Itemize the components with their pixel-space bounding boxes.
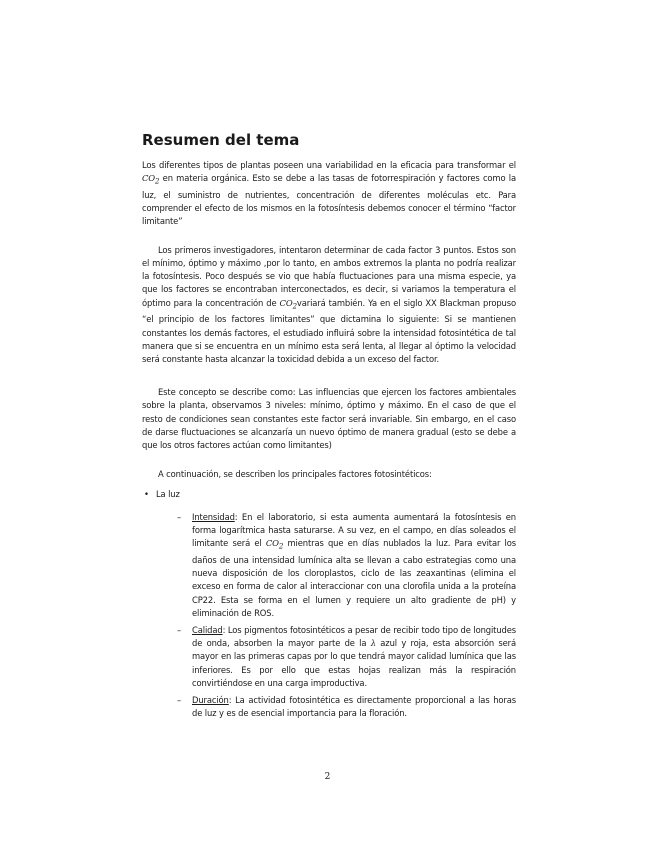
concept-paragraph: Este concepto se describe como: Las influencias que ejercen los factores ambientales sobre la planta, observamos 3 niveles: mínimo, óptimo y máximo. En el caso de que el resto de condiciones sean constantes este factor será invariable. Sin embargo, en el caso de darse fluctuaciones se alcanzaría un nuevo óptimo de manera gradual (esto se debe a que los otros factores actúan como limitantes) — [142, 387, 516, 450]
list-item-label: La luz — [156, 489, 180, 500]
sub-item-calidad: – Calidad: Los pigmentos fotosintéticos a pesar de recibir todo tipo de longitudes de onda, absorben la mayor parte de la λ azul y roja, esta absorción será mayor en las primeras capas por lo que tendrá mayor calidad lumínica que las inferiores. Es por ello que estas hojas realizan más la respiración convirtiéndose en una carga improductiva. — [177, 624, 516, 688]
factors-intro-paragraph: A continuación, se describen los principales factores fotosintéticos: — [158, 469, 432, 480]
dash-icon: – — [177, 624, 182, 635]
history-text-a: Los primeros investigadores, intentaron determinar de cada factor 3 puntos. Estos son el mínimo, óptimo y máximo ,por lo tanto, en ambos extremos la planta no podría realizar la fotosíntesis. Poco después se vio que había fluctuaciones para una misma especie, ya que los factores se encontraban interconectados, es decir, si variamos la temperatura el óptimo para la concentración de — [142, 244, 516, 308]
bullet-icon: • — [144, 489, 149, 500]
section-title: Resumen del tema — [142, 131, 300, 149]
intro-paragraph — [142, 159, 516, 229]
history-text-b: variará también. Ya en el siglo XX Blackman propuso “el principio de los factores limitantes” que dictamina lo siguiente: Si se mantienen constantes los demás factores, el estudiado influirá sobre la intensidad fotosintética de tal manera que si se encuentra en un mínimo esta será lenta, al llegar al óptimo la velocidad será constante hasta alcanzar la toxicidad debida a un exceso del factor. — [142, 297, 516, 364]
light-subfactors-list — [156, 511, 516, 721]
intro-text-a: Los diferentes tipos de plantas poseen una variabilidad en la eficacia para transformar el — [142, 160, 516, 170]
dash-icon: – — [177, 511, 182, 522]
lambda-symbol: λ — [370, 638, 376, 649]
page-number: 2 — [324, 772, 331, 782]
duracion-label: Duración — [192, 694, 229, 705]
calidad-label: Calidad — [192, 624, 223, 635]
page-body — [142, 131, 516, 724]
co2-formula: $CO_2$ — [279, 297, 297, 311]
sub-item-intensidad: – Intensidad: En el laboratorio, si esta aumenta aumentará la fotosíntesis en forma logarítmica hasta saturarse. A su vez, en el campo, en días soleados el limitante será el $CO_2$ mientras que en días nublados la luz. Para evitar los daños de una intensidad lumínica alta se llevan a cabo estrategias como una nueva disposición de los cloroplastos, ciclo de las zeaxantinas (elimina el exceso en forma de calor al interaccionar con una clorofila unida a la proteína CP22. Esta se forma en el lumen y requiere un alto gradiente de pH) y eliminación de ROS. — [177, 511, 516, 618]
factors-list — [142, 488, 516, 720]
history-paragraph — [142, 244, 516, 367]
co2-formula: $CO_2$ — [265, 538, 284, 551]
sub-item-duracion: – Duración: La actividad fotosintética es directamente proporcional a las horas de luz y es de esencial importancia para la floración. — [177, 694, 516, 719]
co2-formula: $CO_2$ — [142, 173, 160, 186]
intro-text-b: en materia orgánica. Esto se debe a las tasas de fotorrespiración y factores como la luz, el suministro de nutrientes, concentración de diferentes moléculas etc. Para comprender el efecto de los mismos en la fotosíntesis debemos conocer el término “factor limitante” — [142, 173, 516, 227]
list-item-light — [142, 488, 516, 720]
dash-icon: – — [177, 694, 182, 705]
intensidad-label: Intensidad — [192, 511, 235, 522]
